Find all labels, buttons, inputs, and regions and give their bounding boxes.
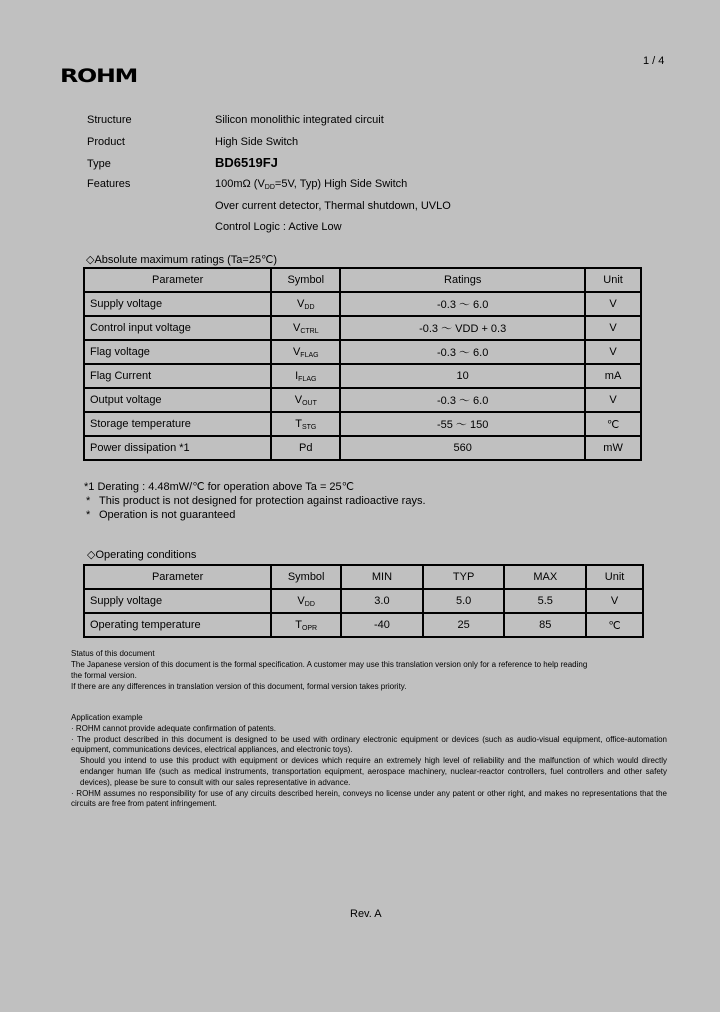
note-bullet: * [86,509,91,521]
cell-typ: 5.0 [423,589,505,613]
cell-parameter: Power dissipation *1 [84,436,271,460]
status-line: the formal version. [71,671,137,680]
cell-symbol: $V_{CTRL}$ [271,316,340,340]
cell-max: 85 [504,613,586,637]
rohm-logo: ROHM [60,65,137,87]
feature-2: Over current detector, Thermal shutdown, UVLO [215,200,451,212]
cell-symbol: $V_{FLAG}$ [271,340,340,364]
revision: Rev. A [350,908,382,920]
cell-rating: -0.3 ～ VDD + 0.3 [340,316,585,340]
radiation-note: This product is not designed for protection against radioactive rays. [99,495,426,507]
application-item: · ROHM cannot provide adequate confirmation of patents. [71,723,276,733]
header-parameter: Parameter [84,565,271,589]
header-symbol: Symbol [271,565,341,589]
cell-rating: -55 ～ 150 [340,412,585,436]
header-unit: Unit [585,268,641,292]
table-row [84,436,641,460]
status-section [71,648,587,692]
table-row [84,316,641,340]
feature-1-pre: 100mΩ (V [215,178,265,190]
application-title: Application example [71,713,143,722]
feature-1 [215,178,407,191]
feature-1-sub: DD [264,184,275,191]
cell-symbol: $T_{OPR}$ [271,613,341,637]
cell-rating: -0.3 ～ 6.0 [340,388,585,412]
application-item: · The product described in this document is designed to be used with ordinary electronic equipment or devices (such as audio-visual equipment, office-automation equipment, communications devices, electrical appliances, and electronic toys). [71,734,667,755]
cell-symbol: $V_{DD}$ [271,292,340,316]
application-item: · ROHM assumes no responsibility for use of any circuits described herein, conveys no license under any patent or other right, and makes no representations that the circuits are free from patent infringement. [71,788,667,809]
table-row [84,613,643,637]
cell-rating: -0.3 ～ 6.0 [340,292,585,316]
header-parameter: Parameter [84,268,271,292]
cell-unit: V [585,388,641,412]
cell-parameter: Output voltage [84,388,271,412]
feature-1-post: =5V, Typ) High Side Switch [274,178,408,190]
cell-parameter: Flag Current [84,364,271,388]
cell-unit: mA [585,364,641,388]
cell-parameter: Flag voltage [84,340,271,364]
note-bullet: * [86,495,91,507]
header-symbol: Symbol [271,268,340,292]
cell-unit: V [585,292,641,316]
abs-max-title: ◇Absolute maximum ratings (Ta=25℃) [86,254,278,266]
feature-3: Control Logic : Active Low [215,221,342,233]
cell-symbol: Pd [271,436,340,460]
status-line: The Japanese version of this document is the formal specification. A customer may use this translation version only for a reference to help reading [71,660,588,669]
header-ratings: Ratings [340,268,585,292]
cell-parameter: Storage temperature [84,412,271,436]
cell-typ: 25 [423,613,505,637]
table-row [84,388,641,412]
header-max: MAX [504,565,586,589]
table-header-row [84,565,643,589]
application-section [71,713,667,810]
cell-unit: V [586,589,643,613]
cell-symbol: $V_{DD}$ [271,589,341,613]
cell-min: 3.0 [341,589,423,613]
cell-symbol: $T_{STG}$ [271,412,340,436]
cell-unit: ℃ [586,613,643,637]
table-row [84,292,641,316]
structure-value: Silicon monolithic integrated circuit [215,114,384,126]
type-value: BD6519FJ [215,155,278,170]
header-min: MIN [341,565,423,589]
cell-parameter: Supply voltage [84,292,271,316]
cell-parameter: Operating temperature [84,613,271,637]
cell-rating: 10 [340,364,585,388]
guarantee-note: Operation is not guaranteed [99,509,236,521]
status-title: Status of this document [71,649,155,658]
abs-max-table [83,267,642,461]
operating-title: ◇Operating conditions [87,549,197,561]
product-value: High Side Switch [215,136,299,148]
table-row [84,340,641,364]
table-row [84,589,643,613]
product-label: Product [87,136,125,148]
status-line: If there are any differences in translation version of this document, formal version takes priority. [71,682,407,691]
cell-parameter: Control input voltage [84,316,271,340]
structure-label: Structure [87,114,132,126]
cell-unit: ℃ [585,412,641,436]
type-label: Type [87,158,111,170]
table-header-row [84,268,641,292]
cell-symbol: $V_{OUT}$ [271,388,340,412]
operating-table [83,564,644,638]
cell-symbol: $I_{FLAG}$ [271,364,340,388]
page-number: 1 / 4 [643,55,665,67]
features-label: Features [87,178,131,190]
application-item: Should you intend to use this product with equipment or devices which require an extremely high level of reliability and the malfunction of which would directly endanger human life (such as medical instruments, transportation equipment, aerospace machinery, nuclear-reactor controllers, fuel controllers and other safety devices), please be sure to consult with our sales representative in advance. [80,756,667,787]
cell-max: 5.5 [504,589,586,613]
cell-rating: 560 [340,436,585,460]
header-typ: TYP [423,565,505,589]
cell-min: -40 [341,613,423,637]
derating-note: *1 Derating : 4.48mW/℃ for operation above Ta = 25℃ [84,481,355,493]
header-unit: Unit [586,565,643,589]
cell-rating: -0.3 ～ 6.0 [340,340,585,364]
cell-parameter: Supply voltage [84,589,271,613]
cell-unit: V [585,316,641,340]
table-row [84,412,641,436]
table-row [84,364,641,388]
cell-unit: mW [585,436,641,460]
cell-unit: V [585,340,641,364]
